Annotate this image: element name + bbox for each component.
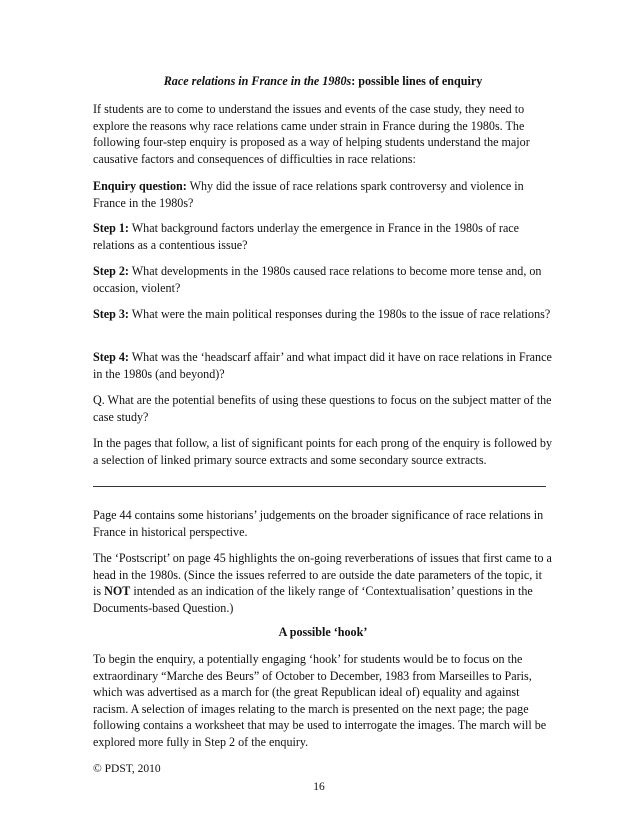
pages-follow-paragraph: In the pages that follow, a list of significant points for each prong of the enquiry is followed by a selection of linked primary source extracts and some secondary source extracts. — [93, 436, 553, 467]
step-2-label: Step 2: — [93, 264, 129, 278]
footer-copyright: © PDST, 2010 — [93, 763, 161, 775]
postscript-after: intended as an indication of the likely range of ‘Contextualisation’ questions in the Documents-based Question.) — [93, 584, 533, 615]
page-title — [93, 74, 553, 89]
step-2-text: What developments in the 1980s caused race relations to become more tense and, on occasion, violent? — [93, 264, 542, 295]
postscript-paragraph — [93, 550, 553, 616]
discussion-question: Q. What are the potential benefits of using these questions to focus on the subject matter of the case study? — [93, 393, 552, 424]
intro-paragraph: If students are to come to understand the issues and events of the case study, they need to explore the reasons why race relations came under strain in France during the 1980s. The following four-step enquiry is proposed as a way of helping students understand the major causative factors and consequences of difficulties in race relations: — [93, 102, 530, 166]
page-44-paragraph: Page 44 contains some historians’ judgements on the broader significance of race relations in France in historical perspective. — [93, 508, 544, 539]
hook-paragraph: To begin the enquiry, a potentially engaging ‘hook’ for students would be to focus on the extraordinary “Marche des Beurs” of October to December, 1983 from Marseilles to Paris, which was advertised as a march for (the great Republican ideal of) equality and against racism. A selection of images relating to the march is presented on the next page; the page following contains a worksheet that may be used to interrogate the images. The march will be explored more fully in Step 2 of the enquiry. — [93, 652, 547, 749]
step-1 — [93, 220, 553, 253]
step-4 — [93, 349, 553, 382]
section-divider — [93, 486, 546, 487]
enquiry-label: Enquiry question: — [93, 179, 187, 193]
hook-heading: A possible ‘hook’ — [278, 625, 368, 639]
title-rest: : possible lines of enquiry — [351, 74, 483, 88]
step-1-label: Step 1: — [93, 221, 129, 235]
enquiry-text: Why did the issue of race relations spark controversy and violence in France in the 1980s? — [93, 179, 524, 210]
step-3 — [93, 306, 553, 323]
step-4-label: Step 4: — [93, 350, 129, 364]
step-1-text: What background factors underlay the emergence in France in the 1980s of race relations as a contentious issue? — [93, 221, 520, 252]
postscript-before: The ‘Postscript’ on page 45 highlights the on-going reverberations of issues that first came to a head in the 1980s. (Since the issues referred to are outside the date parameters of the topic, it is — [93, 551, 552, 599]
enquiry-question — [93, 178, 553, 211]
step-4-text: What was the ‘headscarf affair’ and what impact did it have on race relations in France in the 1980s (and beyond)? — [93, 350, 552, 381]
step-3-text: What were the main political responses during the 1980s to the issue of race relations? — [128, 307, 551, 321]
step-3-label: Step 3: — [93, 307, 129, 321]
title-italic: Race relations in France in the 1980s — [163, 74, 352, 88]
step-2 — [93, 263, 553, 296]
page-number: 16 — [313, 781, 325, 793]
postscript-bold: NOT — [104, 584, 131, 599]
